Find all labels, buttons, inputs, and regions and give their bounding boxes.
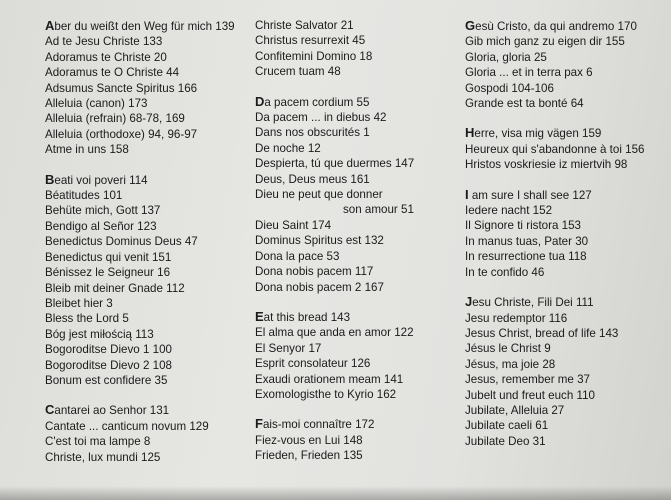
index-entry [465, 142, 644, 157]
entry-text: El alma que anda en amor 122 [255, 326, 414, 340]
index-letter-group [45, 18, 235, 158]
entry-text: at this bread 143 [263, 310, 351, 324]
index-entry [255, 309, 414, 325]
index-entry [45, 296, 235, 311]
entry-text: Bonum est confidere 35 [45, 373, 168, 387]
section-initial-letter: I [465, 186, 469, 202]
entry-text: Jesus, remember me 37 [465, 373, 591, 387]
index-entry [255, 156, 414, 171]
index-entry [45, 281, 235, 296]
index-entry [465, 81, 644, 96]
index-entry [45, 402, 235, 418]
index-letter-group [255, 94, 414, 295]
entry-text: ber du weißt den Weg für mich 139 [54, 20, 235, 33]
index-entry [255, 416, 414, 432]
entry-text: Christe, lux mundi 125 [45, 450, 161, 464]
index-letter-group [465, 125, 644, 172]
entry-text: Jesus Christ, bread of life 143 [465, 326, 619, 340]
entry-text: In resurrectione tua 118 [465, 250, 587, 264]
entry-text: Fiez-vous en Lui 148 [255, 433, 363, 447]
index-letter-group [255, 309, 414, 402]
entry-text: Ad te Jesu Christe 133 [45, 35, 163, 49]
index-entry [255, 64, 414, 79]
index-entry [465, 311, 644, 326]
section-initial-letter: E [255, 308, 264, 324]
entry-text: Dominus Spiritus est 132 [255, 234, 384, 248]
entry-text: Benedictus qui venit 151 [45, 250, 172, 264]
index-entry [45, 172, 235, 188]
entry-text: In te confido 46 [465, 265, 545, 279]
entry-text: Alleluia (orthodoxe) 94, 96-97 [45, 127, 198, 141]
entry-text: Alleluia (refrain) 68-78, 169 [45, 112, 185, 126]
entry-text: Dona la pace 53 [255, 249, 340, 263]
index-entry [45, 111, 235, 126]
index-entry [45, 96, 235, 111]
entry-text: Jésus le Christ 9 [465, 342, 551, 356]
section-initial-letter: C [45, 402, 55, 418]
index-entry [255, 280, 414, 295]
index-entry [45, 434, 235, 449]
index-entry [255, 141, 414, 156]
entry-text: a pacem cordium 55 [264, 95, 370, 109]
index-entry [45, 81, 235, 96]
index-entry [45, 188, 235, 203]
index-entry [255, 448, 414, 463]
index-entry [465, 341, 644, 356]
entry-text: Bleibet hier 3 [45, 296, 113, 310]
index-entry [255, 172, 414, 187]
entry-text: Adoramus te O Christe 44 [45, 66, 180, 80]
entry-text: Bleib mit deiner Gnade 112 [45, 281, 185, 295]
index-entry [465, 34, 644, 49]
index-letter-group [255, 18, 414, 80]
index-entry [45, 50, 235, 65]
entry-text: eati voi poveri 114 [54, 173, 148, 187]
entry-text: Béatitudes 101 [45, 189, 123, 203]
entry-text: Cantate ... canticum novum 129 [45, 419, 209, 433]
entry-text: Bogoroditse Dievo 1 100 [45, 343, 172, 357]
index-entry [255, 264, 414, 279]
index-letter-group [45, 402, 235, 465]
entry-text: Jubilate Deo 31 [465, 434, 546, 448]
index-entry [45, 203, 235, 218]
page-bottom-shadow [0, 486, 671, 500]
index-entry [465, 65, 644, 80]
index-entry [45, 234, 235, 249]
index-entry [255, 18, 414, 33]
entry-text: Gib mich ganz zu eigen dir 155 [465, 35, 625, 49]
entry-text: erre, visa mig vägen 159 [474, 127, 602, 141]
section-initial-letter: A [45, 18, 55, 33]
entry-text: ais-moi connaître 172 [262, 418, 375, 432]
index-entry [45, 219, 235, 234]
entry-text: am sure I shall see 127 [468, 188, 592, 202]
section-initial-letter: H [465, 125, 475, 141]
section-initial-letter: F [255, 416, 263, 432]
entry-text: Crucem tuam 48 [255, 65, 341, 79]
entry-text: Bendigo al Señor 123 [45, 219, 157, 233]
entry-text: Exaudi orationem meam 141 [255, 372, 404, 386]
section-initial-letter: B [45, 171, 55, 187]
entry-text: In manus tuas, Pater 30 [465, 234, 589, 248]
index-entry [255, 110, 414, 125]
section-initial-letter: D [255, 93, 265, 109]
entry-text: Hristos voskriesie iz miertvih 98 [465, 158, 628, 172]
index-entry [45, 342, 235, 357]
index-letter-group [465, 187, 644, 280]
entry-text: Dona nobis pacem 117 [255, 265, 374, 279]
entry-text: Bless the Lord 5 [45, 312, 129, 326]
index-entry [45, 419, 235, 434]
entry-text: Dans nos obscurités 1 [255, 126, 370, 140]
entry-text: Da pacem ... in diebus 42 [255, 111, 387, 125]
index-entry [45, 358, 235, 373]
entry-text: Iedere nacht 152 [465, 204, 553, 218]
entry-text: Jubilate caeli 61 [465, 419, 549, 433]
index-entry [465, 388, 644, 403]
index-column-3 [465, 18, 644, 463]
entry-text: Exomologisthe to Kyrio 162 [255, 387, 397, 401]
index-entry [465, 218, 644, 233]
entry-text: Heureux qui s'abandonne à toi 156 [465, 142, 645, 156]
entry-text: Gospodi 104-106 [465, 81, 554, 95]
index-letter-group [465, 294, 644, 449]
entry-text: Jésus, ma joie 28 [465, 357, 556, 371]
index-entry [465, 403, 644, 418]
entry-text: Gloria ... et in terra pax 6 [465, 66, 593, 80]
index-entry [255, 356, 414, 371]
entry-text: Frieden, Frieden 135 [255, 449, 363, 463]
entry-text: Adoramus te Christe 20 [45, 50, 167, 64]
index-entry [45, 327, 235, 342]
index-entry [45, 127, 235, 142]
index-entry [255, 49, 414, 64]
entry-text: De noche 12 [255, 141, 321, 155]
section-initial-letter: G [465, 18, 476, 33]
index-letter-group [45, 172, 235, 389]
index-entry [465, 265, 644, 280]
index-entry [465, 372, 644, 387]
index-entry [465, 418, 644, 433]
index-entry [255, 325, 414, 340]
entry-text: Jubelt und freut euch 110 [465, 388, 595, 402]
entry-text: Dona nobis pacem 2 167 [255, 280, 384, 294]
index-letter-group [465, 18, 644, 111]
index-entry [255, 33, 414, 48]
entry-text: son amour 51 [343, 203, 414, 217]
index-entry [465, 96, 644, 111]
entry-text: Christus resurrexit 45 [255, 34, 366, 48]
index-entry [255, 341, 414, 356]
entry-text: esù Cristo, da qui andremo 170 [475, 20, 637, 33]
index-entry [465, 326, 644, 341]
index-entry [45, 34, 235, 49]
entry-text: Benedictus Dominus Deus 47 [45, 235, 198, 249]
index-entry [45, 311, 235, 326]
index-entry [45, 65, 235, 80]
index-entry [45, 142, 235, 157]
entry-text: El Senyor 17 [255, 341, 322, 355]
index-entry [45, 450, 235, 465]
index-entry [465, 234, 644, 249]
index-entry [255, 372, 414, 387]
entry-text: Dieu Saint 174 [255, 218, 332, 232]
entry-text: antarei ao Senhor 131 [54, 404, 170, 418]
index-entry [465, 294, 644, 310]
index-entry [45, 265, 235, 280]
entry-text: Bénissez le Seigneur 16 [45, 266, 171, 280]
index-entry [255, 218, 414, 233]
index-entry [465, 203, 644, 218]
index-entry [255, 187, 414, 202]
index-entry [465, 18, 644, 34]
entry-text: Grande est ta bonté 64 [465, 97, 584, 111]
index-entry [255, 433, 414, 448]
entry-text: Atme in uns 158 [45, 143, 129, 157]
index-entry [255, 233, 414, 248]
entry-text: Deus, Deus meus 161 [255, 172, 370, 186]
entry-text: Esprit consolateur 126 [255, 357, 371, 371]
index-entry [465, 187, 644, 203]
entry-text: Gloria, gloria 25 [465, 50, 547, 64]
entry-text: Dieu ne peut que donner [255, 188, 383, 202]
index-entry [45, 250, 235, 265]
entry-text: Despierta, tú que duermes 147 [255, 157, 415, 171]
entry-text: Confitemini Domino 18 [255, 49, 373, 63]
entry-text: esu Christe, Fili Dei 111 [472, 296, 594, 310]
entry-text: Jubilate, Alleluia 27 [465, 403, 565, 417]
index-entry [465, 157, 644, 172]
index-entry [255, 94, 414, 110]
entry-text: Bogoroditse Dievo 2 108 [45, 358, 172, 372]
entry-text: Jesu redemptor 116 [465, 311, 568, 325]
entry-text: Behüte mich, Gott 137 [45, 204, 161, 218]
index-entry [465, 125, 644, 141]
index-column-2 [255, 18, 414, 478]
entry-text: Adsumus Sancte Spiritus 166 [45, 81, 198, 95]
index-entry [45, 18, 235, 34]
index-entry [465, 434, 644, 449]
index-entry [45, 373, 235, 388]
entry-text: C'est toi ma lampe 8 [45, 435, 151, 449]
index-entry [465, 50, 644, 65]
entry-text: Bóg jest miłością 113 [45, 327, 154, 341]
entry-text: Christe Salvator 21 [255, 19, 354, 32]
index-entry [465, 357, 644, 372]
index-entry [255, 202, 414, 217]
index-entry [255, 125, 414, 140]
index-column-1 [45, 18, 235, 479]
index-entry [465, 249, 644, 264]
section-initial-letter: J [465, 294, 473, 310]
index-entry [255, 249, 414, 264]
entry-text: Alleluia (canon) 173 [45, 97, 148, 111]
entry-text: Il Signore ti ristora 153 [465, 219, 581, 233]
index-entry [255, 387, 414, 402]
index-letter-group [255, 416, 414, 463]
